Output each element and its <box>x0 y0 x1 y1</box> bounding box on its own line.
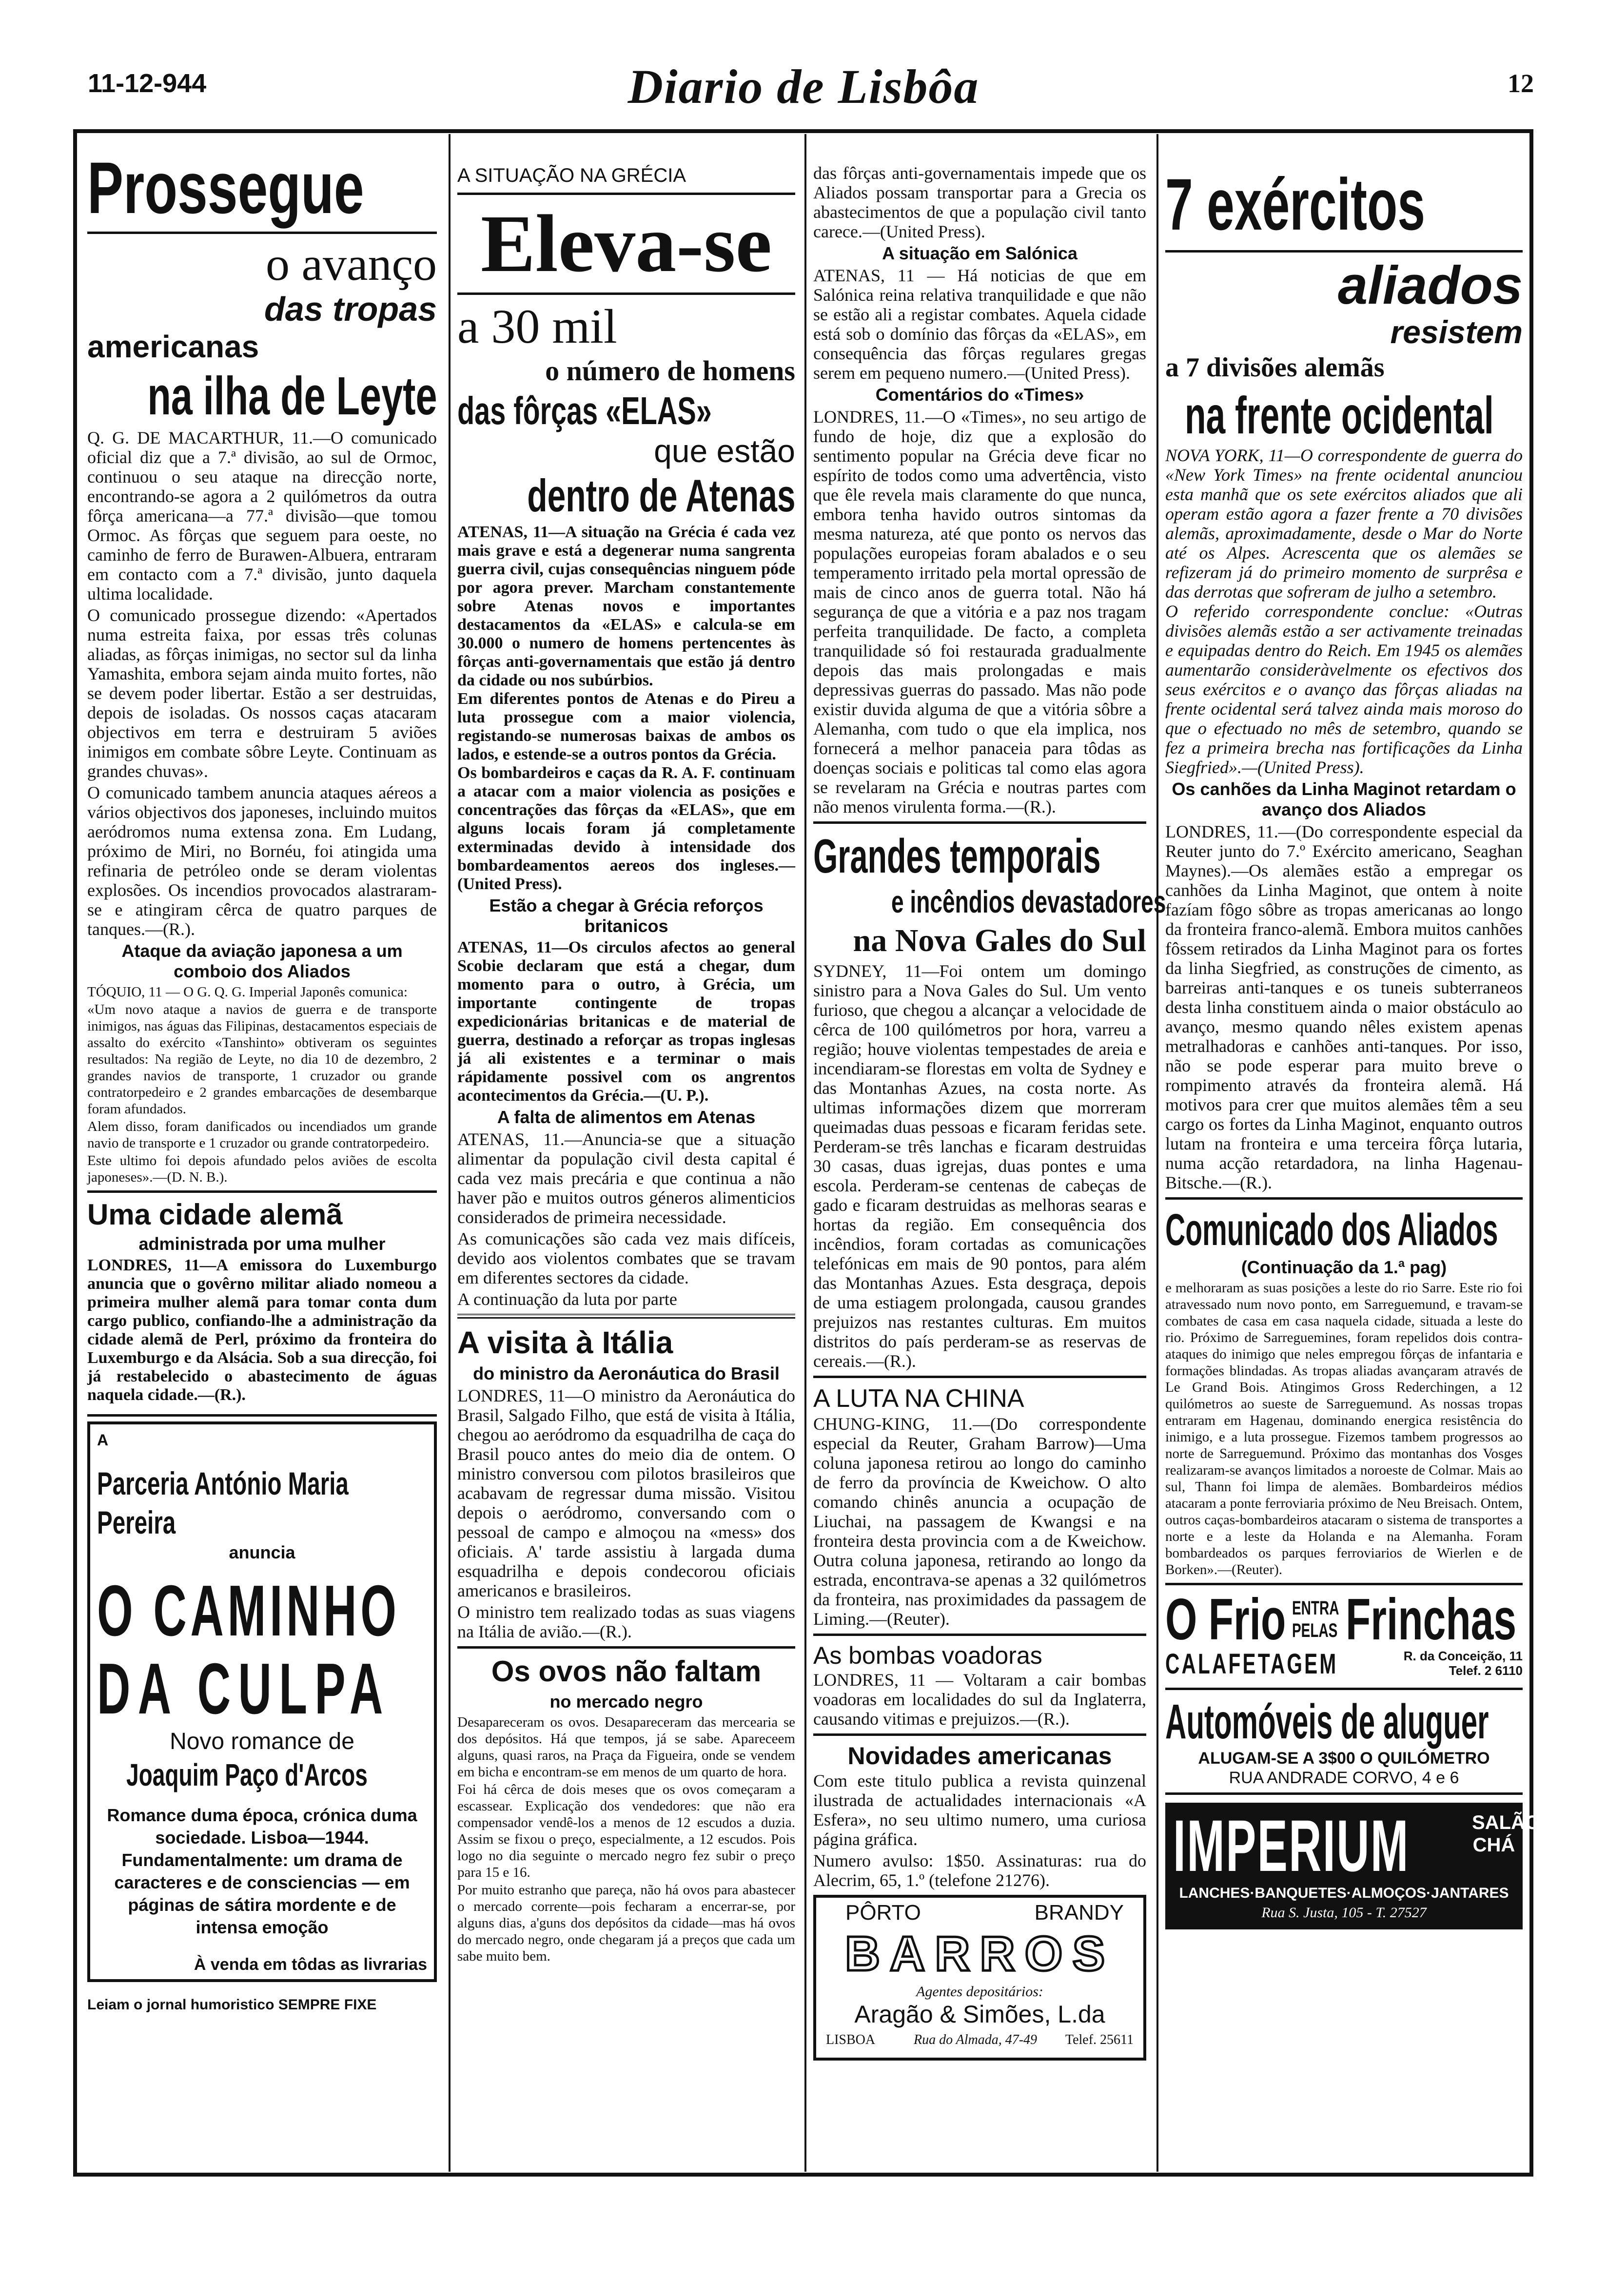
article-paragraph: LONDRES, 11.—(Do correspondente especial da Reuter junto do 7.º Exército americano, Seaghan Maynes).—Os alemães estão a empregar os canhões da Linha Maginot, que ontem à noite fazíam fôgo sôbre as tropas americanas ao longo da fronteira franco-alemã. Embora muitos canhões fôssem retirados da Linha Maginot para os fortes da linha Siegfried, as construções de cimento, as barreiras anti-tanques e os tuneis subterraneos desta linha constituem ainda o maior obstáculo ao avanço, mesmo quando nêles existem apenas metralhadoras e canhões anti-tanques. Por isso, não se pode esperar para muito breve o rompimento através da fronteira alemã. Há motivos para crer que muitos alemães têm a seu cargo os fortes da Linha Maginot, enquanto outros lutam na fronteira e uma terceira fôrça lutaria, numa acção retardadora, na linha Hagenau-Bitsche.—(R.). <box>1165 822 1523 1192</box>
ad-imperium: IMPERIUM <box>1173 1805 1410 1887</box>
headline-visita-italia: A visita à Itália <box>457 1325 673 1360</box>
headline-novidades: Novidades americanas <box>847 1742 1112 1770</box>
headline-o-avanco: o avanço <box>266 238 437 291</box>
subheading: administrada por uma mulher <box>138 1234 386 1254</box>
subheading: (Continuação da 1.ª pag) <box>1241 1257 1447 1277</box>
ad-phone: Telef. 25611 <box>1065 2032 1134 2047</box>
headline-30-mil: a 30 mil <box>457 299 617 353</box>
headline-que-estao: que estão <box>654 433 795 469</box>
subheading: Estão a chegar à Grécia reforços britanicos <box>489 895 764 936</box>
subheading: Os canhões da Linha Maginot retardam o avanço dos Aliados <box>1172 779 1516 819</box>
ad-agents: Agentes depositários: <box>916 1984 1043 2000</box>
ad-frinchas: Frinchas <box>1346 1587 1517 1652</box>
headline-dentro-atenas: dentro de Atenas <box>527 470 796 521</box>
subheading: Ataque da aviação japonesa a um comboio dos Aliados <box>121 941 403 981</box>
article-paragraph: O comunicado prossegue dizendo: «Apertados numa estreita faixa, por essas três colunas aliadas, as fôrças inimigas, no sector sul da linha Yamashita, embora sejam ainda muito fortes, não se devem poder libertar. Estão a ser destruidas, depois de isoladas. Os nossos caças atacaram objectivos em terra e destruiram 5 aviões inimigos em combate sôbre Leyte. Continuam as grandes chuvas». <box>87 605 437 781</box>
article-paragraph: ATENAS, 11—Os circulos afectos ao general Scobie declaram que está a chegar, dum momento para o outro, à Grécia, um importante contingente de tropas expedicionárias britanicas e de material de guerra, destinado a reforçar as tropas inglesas já ali existentes e a terminar o mais rápidamente possivel com os angrentos acontecimentos da Grécia.—(U. P.). <box>457 938 795 1105</box>
article-paragraph: LONDRES, 11—O ministro da Aeronáutica do Brasil, Salgado Filho, que está de visita à Itália, chegou ao aeródromo da esquadrilha de caça do Brasil pouco antes do meio dia de ontem. O ministro conversou com pilotos brasileiros que acabavam de regressar duma missão. Visitou depois o aeródromo, conversando com o pessoal de campo e almoçou na «mess» dos oficiais. A' tarde assistiu à largada duma esquadrilha e depois condecorou oficiais americanos e brasileiros. <box>457 1386 795 1600</box>
page-number: 12 <box>1508 69 1534 98</box>
headline-frente-ocidental: na frente ocidental <box>1185 386 1494 445</box>
subheading: A situação em Salónica <box>882 243 1078 263</box>
subheading: A falta de alimentos em Atenas <box>497 1107 756 1127</box>
article-paragraph: O referido correspondente conclue: «Outras divisões alemãs estão a ser activamente treinadas e equipadas dentro do Reich. Em 1945 os alemães aumentarão consideràvelmente os efectivos dos seus exércitos e o avanço das fôrças aliadas na frente ocidental será talvez ainda mais moroso do que o efectuado no mês de setembro, quando se fez a primeira brecha nas fortificações da Linha Siegfried».—(United Press). <box>1165 602 1523 777</box>
subheading: Comentários do «Times» <box>875 385 1084 405</box>
article-paragraph: Numero avulso: 1$50. Assinaturas: rua do Alecrim, 65, 1.º (telefone 21276). <box>813 1851 1146 1890</box>
headline-luta-china: A LUTA NA CHINA <box>813 1384 1024 1413</box>
ad-calafetagem-phone: Telef. 2 6110 <box>1449 1663 1523 1678</box>
headline-numero-homens: o número de homens <box>545 355 795 387</box>
article-paragraph: e melhoraram as suas posições a leste do rio Sarre. Este rio foi atravessado num novo ponto, em Sarreguemund, e travam-se combates de casa em casa naquela cidade, situada a leste do rio. Próximo de Sarreguemines, foram repelidos dois contra-ataques do inimigo que neles empregou fôrças de infantaria e formações blindadas. As tropas aliadas avançaram através de Le Grand Bois. Atingimos Gross Rederchingen, a 12 quilómetros ao sueste de Sarreguemund. As nossas tropas entraram em Hagenau, dominando energica resistência do inimigo, e a luta prossegue. Fizemos tambem progressos ao norte de Sarreguemund. Próximo das montanhas dos Vosges realizaram-se avanços limitados a noroeste de Colmar. Mais ao sul, Thann foi limpa de alemães. Bombardeiros médios atacaram a ponte ferroviaria próximo de Neu Breisach. Ontem, outros caças-bombardeiros atacaram o sistema de transportes a norte e a leste da Holanda e na Alemanha. Foram bombardeados os parques ferroviarios de Wierlen e de Borken».—(Reuter). <box>1165 1280 1523 1577</box>
ad-sale-note: À venda em tôdas as livrarias <box>194 1955 427 1974</box>
article-paragraph: ATENAS, 11 — Há noticias de que em Salónica reina relativa tranquilidade e que não se estão ali a registar combates. Aquela cidade está sob o domínio das fôrças da «ELAS», em consequência das fôrças regulares gregas serem em pequeno numero.—(United Press). <box>813 266 1146 383</box>
headline-grandes-temporais: Grandes temporais <box>813 829 1101 883</box>
ad-city: LISBOA <box>826 2032 876 2047</box>
ad-salao-cha: SALÃO CHÁ <box>1472 1812 1540 1856</box>
column-1 <box>80 134 444 2172</box>
article-paragraph: ATENAS, 11.—Anuncia-se que a situação alimentar da população civil desta capital é cada vez mais precária e que continua a não haver pão e muitos outros géneros alimenticios considerados de primeira necessidade. <box>457 1129 795 1227</box>
article-paragraph: Alem disso, foram danificados ou incendiados um grande navio de transporte e 1 cruzador ou grande contratorpedeiro. <box>87 1119 437 1151</box>
masthead-date: 11-12-944 <box>88 69 207 98</box>
calafetagem-details <box>1165 1649 1523 1683</box>
article-paragraph: Com este titulo publica a revista quinzenal ilustrada de actualidades internacionais «A Esfera», no seu ultimo numero, uma curiosa página gráfica. <box>813 1771 1146 1849</box>
article-paragraph: LONDRES, 11—A emissora do Luxemburgo anuncia que o govêrno militar aliado nomeou a primeira mulher alemã para tomar conta dum cargo publico, confiando-lhe a administração da cidade alemã de Perl, próximo da fronteira do Luxemburgo e da Alsácia. Sob a sua direcção, foi já restabelecido o abastecimento de águas naquela cidade.—(R.). <box>87 1256 437 1404</box>
headline-incendios: e incêndios devastadores <box>891 884 1166 919</box>
headline-americanas: americanas <box>87 329 259 364</box>
ad-brand-name: BARROS <box>844 1926 1115 1981</box>
headline-cidade-alema: Uma cidade alemã <box>87 1198 343 1231</box>
kicker: A SITUAÇÃO NA GRÉCIA <box>457 165 686 186</box>
ad-automoveis-price: ALUGAM-SE A 3$00 O QUILÓMETRO <box>1198 1749 1490 1768</box>
column-4 <box>1156 134 1540 2172</box>
article-paragraph: Em diferentes pontos de Atenas e do Pireu a luta prossegue com a maior violencia, registando-se numerosas baixas de ambos os lados, e estende-se a outros pontos da Grécia. <box>457 690 795 763</box>
article-paragraph: SYDNEY, 11—Foi ontem um domingo sinistro para a Nova Gales do Sul. Um vento furioso, que chegou a alcançar a velocidade de cêrca de 100 quilómetros por hora, varreu a região; houve violentas tempestades de areia e incendiaram-se florestas em volta de Sydney e das Montanhas Azues, na costa norte. As ultimas informações dizem que morreram queimadas duas pessoas e ficaram feridas sete. Perderam-se três lanchas e ficaram destruidas 30 casas, duas igrejas, duas pontes e uma escola. Perderam-se centenas de cabeças de gado e ficaram destruidas as melhoras searas e hortas da região. Em consequência dos incêndios, foram cortadas as comunicações telefónicas em mais de 90 pontos, para além das Montanhas Azues. Esta desgraça, depois de uma estiagem prolongada, causou grandes prejuizos nas restantes culturas. Em muitos distritos do país perderam-se as reservas de cereais.—(R.). <box>813 961 1146 1371</box>
article-paragraph: Por muito estranho que pareça, não há ovos para abastecer o mercado corrente—pois fecharam a encerrar-se, por alguns dias, a'guns dos depósitos da cidade—mas há ovos do mercado negro, onde chegaram já a preços que cada um sabe muito bem. <box>457 1882 795 1964</box>
headline-7-exercitos: 7 exércitos <box>1165 163 1426 245</box>
article-paragraph: Os bombardeiros e caças da R. A. F. continuam a atacar com a maior violencia as posições e concentrações das fôrças da «ELAS», que em alguns locais foram já completamente exterminadas devido à intensidade dos bombardeamentos aereos dos ingleses.—(United Press). <box>457 764 795 893</box>
ad-author: Joaquim Paço d'Arcos <box>126 1757 368 1792</box>
ad-title-line1: O CAMINHO <box>97 1571 400 1651</box>
headline-resistem: resistem <box>1390 314 1523 350</box>
headline-ilha-leyte: na ilha de Leyte <box>147 366 437 426</box>
article-paragraph: O ministro tem realizado todas as suas viagens na Itália de avião.—(R.). <box>457 1602 795 1641</box>
headline-ovos: Os ovos não faltam <box>491 1655 762 1688</box>
article-paragraph: LONDRES, 11.—O «Times», no seu artigo de fundo de hoje, diz que a explosão do sentimento popular na Grécia deve ficar no espírito de todos como uma advertência, visto que êle revela mais claramente do que nunca, embora tenha havido outros sintomas da mesma natureza, até que ponto os nervos das populações europeias foram abalados e o seu temperamento irritado pela mortal opressão de mais de cinco anos de guerra total. Não há segurança de que a vitória e a paz nos tragam perfeita tranquilidade. De facto, a completa tranquilidade só foi restaurada gradualmente depois das mais prolongadas e mais depressivas guerras do passado. Mas não pode existir duvida alguma de que a vitória sôbre a Alemanha, com tudo o que ela implica, nos fornecerá a melhor panaceia para tôdas as doenças sociais e politicas tal como elas agora se revelaram na Grécia e noutras partes com não menos virulenta forma.—(R.). <box>813 407 1146 817</box>
headline-das-tropas: das tropas <box>264 290 437 328</box>
calafetagem-advertisement <box>1165 1587 1523 1652</box>
footer-note: Leiam o jornal humoristico SEMPRE FIXE <box>87 1997 377 2013</box>
article-paragraph: ATENAS, 11—A situação na Grécia é cada vez mais grave e está a degenerar numa sangrenta guerra civil, cujas consequências ninguem póde por agora prever. Marcham constantemente sobre Atenas novos e importantes destacamentos da «ELAS» e calcula-se em 30.000 o numero de homens pertencentes às fôrças anti-governamentais que estão já dentro da cidade ou nos subúrbios. <box>457 523 795 689</box>
article-paragraph: As comunicações são cada vez mais difíceis, devido aos violentos combates que se travam em diferentes sectores da cidade. <box>457 1229 795 1287</box>
article-paragraph: das fôrças anti-governamentais impede que os Aliados possam transportar para a Grecia os abastecimentos de que a população civil tanto carece.—(United Press). <box>813 163 1146 241</box>
brandy-advertisement <box>813 1895 1146 2061</box>
article-paragraph: TÓQUIO, 11 — O G. Q. G. Imperial Japonês comunica: <box>87 984 408 1000</box>
headline-aliados: aliados <box>1337 255 1523 315</box>
ad-calafetagem-address: R. da Conceição, 11 <box>1403 1649 1523 1663</box>
ad-o-frio: O Frio <box>1165 1587 1286 1652</box>
imperium-advertisement <box>1165 1803 1540 1929</box>
article-paragraph: «Um novo ataque a navios de guerra e de transporte inimigos, nas águas das Filipinas, destacamentos especiais de assalto do exército «Tanshinto» obtiveram os seguintes resultados: Na região de Leyte, no dia 10 de dezembro, 2 grandes navios de transporte, 1 cruzador ou grande contratorpedeiro e 2 grandes embarcações de desembarque foram afundados. <box>87 1002 437 1117</box>
ad-small-a: A <box>97 1431 109 1449</box>
ad-novel: Novo romance de <box>170 1729 354 1754</box>
column-2 <box>449 134 802 2172</box>
article-paragraph: Este ultimo foi depois afundado pelos aviões de escolta japoneses».—(D. N. B.). <box>87 1153 437 1185</box>
article-paragraph: CHUNG-KING, 11.—(Do correspondente especial da Reuter, Graham Barrow)—Uma coluna japonesa retirou ao longo do caminho de ferro da província de Kweichow. O alto comando chinês anuncia a ocupação de Liuchai, na passagem de Kwangsi e na fronteira desta provincia com a de Kweichow. Outra coluna japonesa, retirando ao longo da estrada, encontrava-se apenas a 32 quilómetros da fronteira, nas proximidades da passagem de Liming.—(Reuter). <box>813 1414 1146 1629</box>
subheading: do ministro da Aeronáutica do Brasil <box>473 1363 780 1383</box>
ad-address: Rua do Almada, 47-49 <box>914 2032 1038 2047</box>
article-paragraph: Foi há cêrca de dois meses que os ovos começaram a escassear. Explicação dos vendedores: que não era compensador vendê-los a menos de 12 escudos a duzia. Assim se fixou o preço, especialmente, a 12 escudos. Pois logo no dia seguinte o mercado negro fez subir o preço para 15 e 16. <box>457 1782 795 1880</box>
headline-forcas-elas: das fôrças «ELAS» <box>457 389 712 432</box>
subheading: no mercado negro <box>549 1692 703 1712</box>
column-3 <box>804 134 1166 2172</box>
headline-comunicado: Comunicado dos Aliados <box>1165 1205 1498 1255</box>
ad-imperium-services: LANCHES·BANQUETES·ALMOÇOS·JANTARES <box>1179 1885 1509 1901</box>
article-paragraph: A continuação da luta por parte <box>457 1289 677 1309</box>
book-advertisement <box>87 1421 437 1982</box>
ad-entra-pelas: ENTRA PELAS <box>1292 1597 1339 1641</box>
article-paragraph: NOVA YORK, 11—O correspondente de guerra do «New York Times» na frente ocidental anunciou esta manhã que os sete exércitos aliados que ali operam estão agora a fazer frente a 70 divisões alemãs, aproximadamente, desde o Mar do Norte até os Alpes. Acrescenta que os alemães se refizeram já do primeiro momento de surprêsa e das derrotas que sofreram de julho a setembro. <box>1165 446 1523 602</box>
ad-announces: anuncia <box>229 1542 295 1562</box>
article-paragraph: LONDRES, 11 — Voltaram a cair bombas voadoras em localidades do sul da Inglaterra, causando vitimas e prejuizos.—(R.). <box>813 1670 1146 1729</box>
ad-company: Aragão & Simões, L.da <box>854 2001 1105 2028</box>
article-paragraph: Desapareceram os ovos. Desapareceram das mercearia se dos depósitos. Há que tempos, já se sabe. Apareceem alguns, quasi raros, na Praça da Figueira, onde se vendem em bicha e encontram-se em menos de um quarto de hora. <box>457 1714 795 1780</box>
ad-title-line2: DA CULPA <box>97 1649 391 1729</box>
headline-7-divisoes: a 7 divisões alemãs <box>1165 352 1385 383</box>
headline-eleva-se: Eleva-se <box>480 198 772 289</box>
ad-publisher: Parceria António Maria Pereira <box>97 1465 349 1540</box>
ad-imperium-address: Rua S. Justa, 105 - T. 27527 <box>1261 1905 1427 1921</box>
ad-description: Romance duma época, crónica duma sociedade. Lisboa—1944. Fundamentalmente: um drama de caracteres e de consciencias — em páginas de sátira mordente e de intensa emoção <box>107 1805 417 1937</box>
headline-prossegue: Prossegue <box>87 147 364 229</box>
headline-nova-gales: na Nova Gales do Sul <box>853 923 1146 958</box>
ad-automoveis: Automóveis de aluguer <box>1165 1694 1489 1749</box>
ad-calafetagem: CALAFETAGEM <box>1165 1648 1338 1680</box>
headline-bombas-voadoras: As bombas voadoras <box>813 1642 1042 1669</box>
article-paragraph: Q. G. DE MACARTHUR, 11.—O comunicado oficial diz que a 7.ª divisão, ao sul de Ormoc, continuou o seu ataque na direcção norte, encontrando-se agora a 2 quilómetros da outra fôrça americana—a 77.ª divisão—que tomou Ormoc. As fôrças que seguem para oeste, no caminho de ferro de Burawen-Albuera, entraram em contacto com a 7.ª divisão, junto daquela ultima localidade. <box>87 428 437 603</box>
article-paragraph: O comunicado tambem anuncia ataques aéreos a vários objectivos dos japoneses, incluindo muitos aeródromos numa extensa zona. Em Ludang, próximo de Miri, no Bornéu, foi atingida uma refinaria de petróleo onde se deram violentas explosões. Os incendios provocados alastraram-se e atingiram cêrca de quatro parques de tanques.—(R.). <box>87 783 437 939</box>
ad-automoveis-address: RUA ANDRADE CORVO, 4 e 6 <box>1229 1769 1459 1787</box>
ad-brandy: BRANDY <box>1034 1901 1124 1925</box>
masthead-title: Diario de Lisbôa <box>627 59 980 114</box>
ad-porto: PÔRTO <box>845 1901 921 1925</box>
